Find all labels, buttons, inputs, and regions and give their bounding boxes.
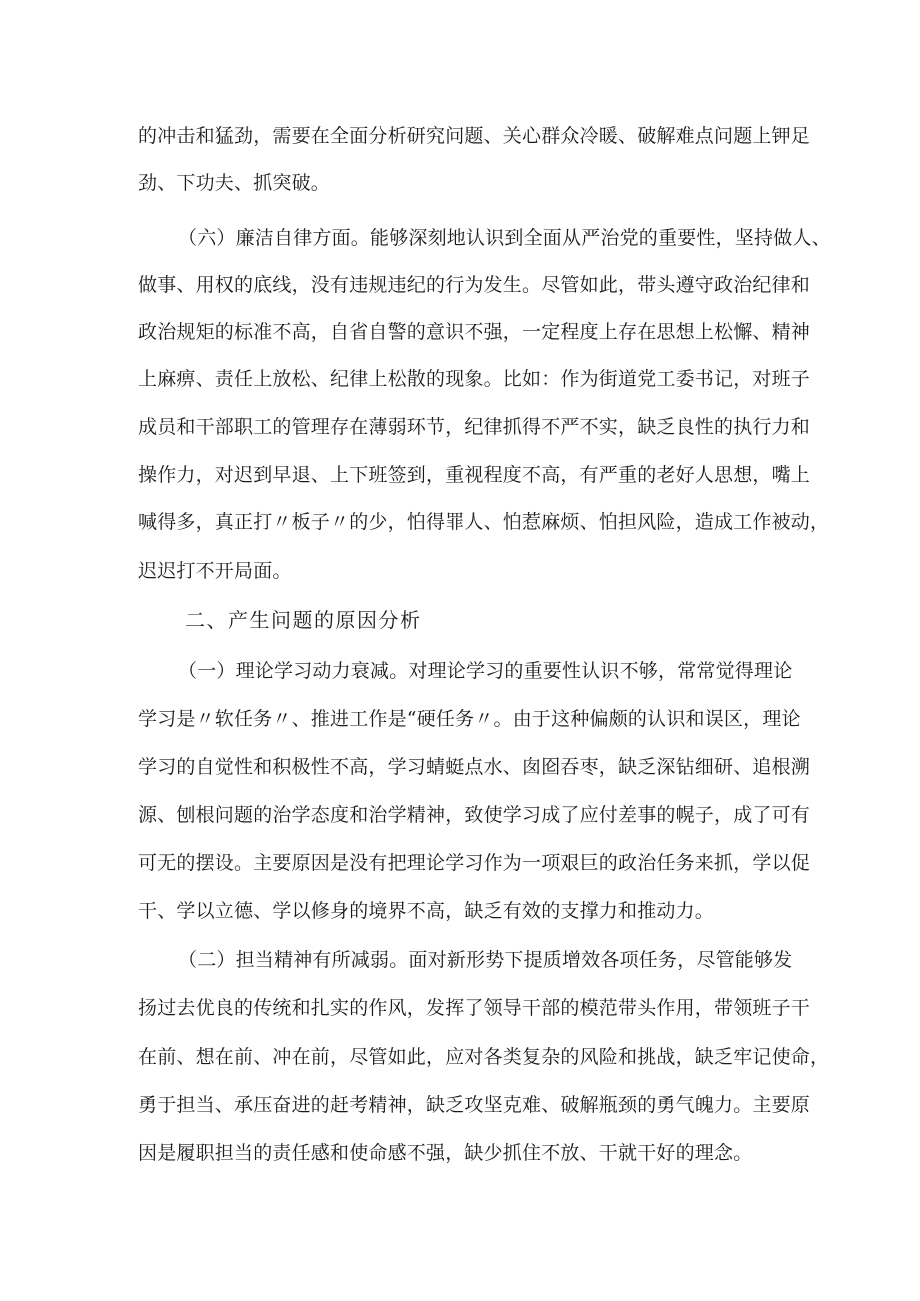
text-line: 迟迟打不开局面。 — [138, 560, 292, 582]
text-line: 学习的自觉性和积极性不高，学习蜻蜓点水、囱囵吞枣，缺乏深钻细研、追根溯 — [138, 756, 811, 778]
text-line: 成员和干部职工的管理存在薄弱环节，纪律抓得不严不实，缺乏良性的执行力和 — [138, 416, 811, 438]
text-line: 在前、想在前、冲在前，尽管如此，应对各类复杂的风险和挑战，缺乏牢记使命， — [138, 1046, 830, 1068]
text-line: （一）理论学习动力衰减。对理论学习的重要性认识不够，常常觉得理论 — [178, 660, 793, 682]
text-line: 扬过去优良的传统和扎实的作风，发挥了领导干部的模范带头作用，带领班子干 — [138, 997, 811, 1019]
text-line: 做事、用权的底线，没有违规违纪的行为发生。尽管如此，带头遵守政治纪律和 — [138, 274, 811, 296]
text-line: 可无的摆设。主要原因是没有把理论学习作为一项艰巨的政治任务来抓，学以促 — [138, 852, 811, 874]
text-line: 学习是〃软任务〃、推进工作是“硬任务〃。由于这种偏颇的认识和误区，理论 — [138, 708, 801, 730]
text-line: 源、刨根问题的治学态度和治学精神，致使学习成了应付差事的幌子，成了可有 — [138, 804, 811, 826]
text-line: 政治规矩的标准不高，自省自警的意识不强，一定程度上存在思想上松懈、精神 — [138, 321, 811, 343]
text-line: （二）担当精神有所减弱。面对新形势下提质增效各项任务，尽管能够发 — [178, 949, 793, 971]
text-line: （六）廉洁自律方面。能够深刻地认识到全面从严治党的重要性，坚持做人、 — [178, 227, 831, 249]
text-line: 劲、下功夫、抓突破。 — [138, 172, 331, 194]
text-line: 操作力，对迟到早退、上下班签到，重视程度不高，有严重的老好人思想，嘴上 — [138, 464, 811, 486]
text-line: 勇于担当、承压奋进的赶考精神，缺乏攻坚克难、破解瓶颈的勇气魄力。主要原 — [138, 1094, 811, 1116]
text-line: 上麻痹、责任上放松、纪律上松散的现象。比如：作为街道党工委书记，对班子 — [138, 368, 811, 390]
text-line: 干、学以立德、学以修身的境界不高，缺乏有效的支撑力和推动力。 — [138, 900, 715, 922]
text-line: 喊得多，真正打〃板子〃的少，怕得罪人、怕惹麻烦、怕担风险，造成工作被动， — [138, 511, 830, 533]
text-line: 因是履职担当的责任感和使命感不强，缺少抓住不放、干就干好的理念。 — [138, 1142, 753, 1164]
text-line: 的冲击和猛劲，需要在全面分析研究问题、关心群众冷暖、破解难点问题上钾足 — [138, 125, 811, 147]
section-heading: 二、产生问题的原因分析 — [185, 608, 422, 632]
